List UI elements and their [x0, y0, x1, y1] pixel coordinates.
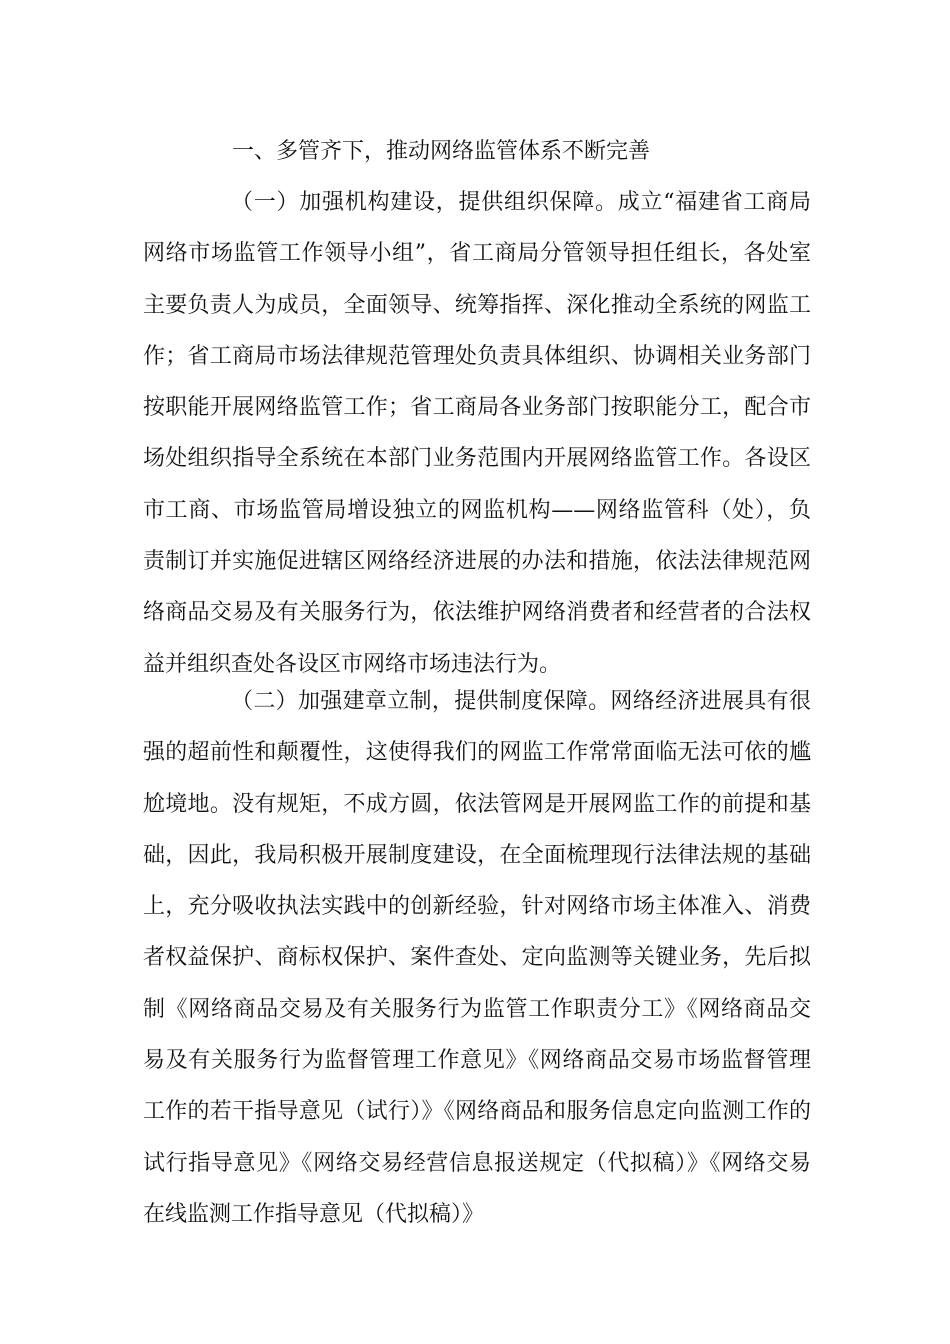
body-paragraph: （二）加强建章立制，提供制度保障。网络经济进展具有很强的超前性和颠覆性，这使得我们的网监工作常常面临无法可依的尴尬境地。没有规矩，不成方圆，依法管网是开展网监工作的前提和基础，因此，我局积极开展制度建设，在全面梳理现行法律法规的基础上，充分吸收执法实践中的创新经验，针对网络市场主体准入、消费者权益保护、商标权保护、案件查处、定向监测等关键业务，先后拟制《网络商品交易及有关服务行为监管工作职责分工》《网络商品交易及有关服务行为监督管理工作意见》《网络商品交易市场监督管理工作的若干指导意见（试行）》《网络商品和服务信息定向监测工作的试行指导意见》《网络交易经营信息报送规定（代拟稿）》《网络交易在线监测工作指导意见（代拟稿）》	[143, 689, 811, 1227]
section-heading: 一、多管齐下，推动网络监管体系不断完善	[232, 139, 651, 164]
body-paragraph: （一）加强机构建设，提供组织保障。成立“福建省工商局网络市场监管工作领导小组”，省工商局分管领导担任组长，各处室主要负责人为成员，全面领导、统筹指挥、深化推动全系统的网监工作；省工商局市场法律规范管理处负责具体组织、协调相关业务部门按职能开展网络监管工作；省工商局各业务部门按职能分工，配合市场处组织指导全系统在本部门业务范围内开展网络监管工作。各设区市工商、市场监管局增设独立的网监机构——网络监管科（处），负责制订并实施促进辖区网络经济进展的办法和措施，依法法律规范网络商品交易及有关服务行为，依法维护网络消费者和经营者的合法权益并组织查处各设区市网络市场违法行为。	[143, 190, 811, 677]
